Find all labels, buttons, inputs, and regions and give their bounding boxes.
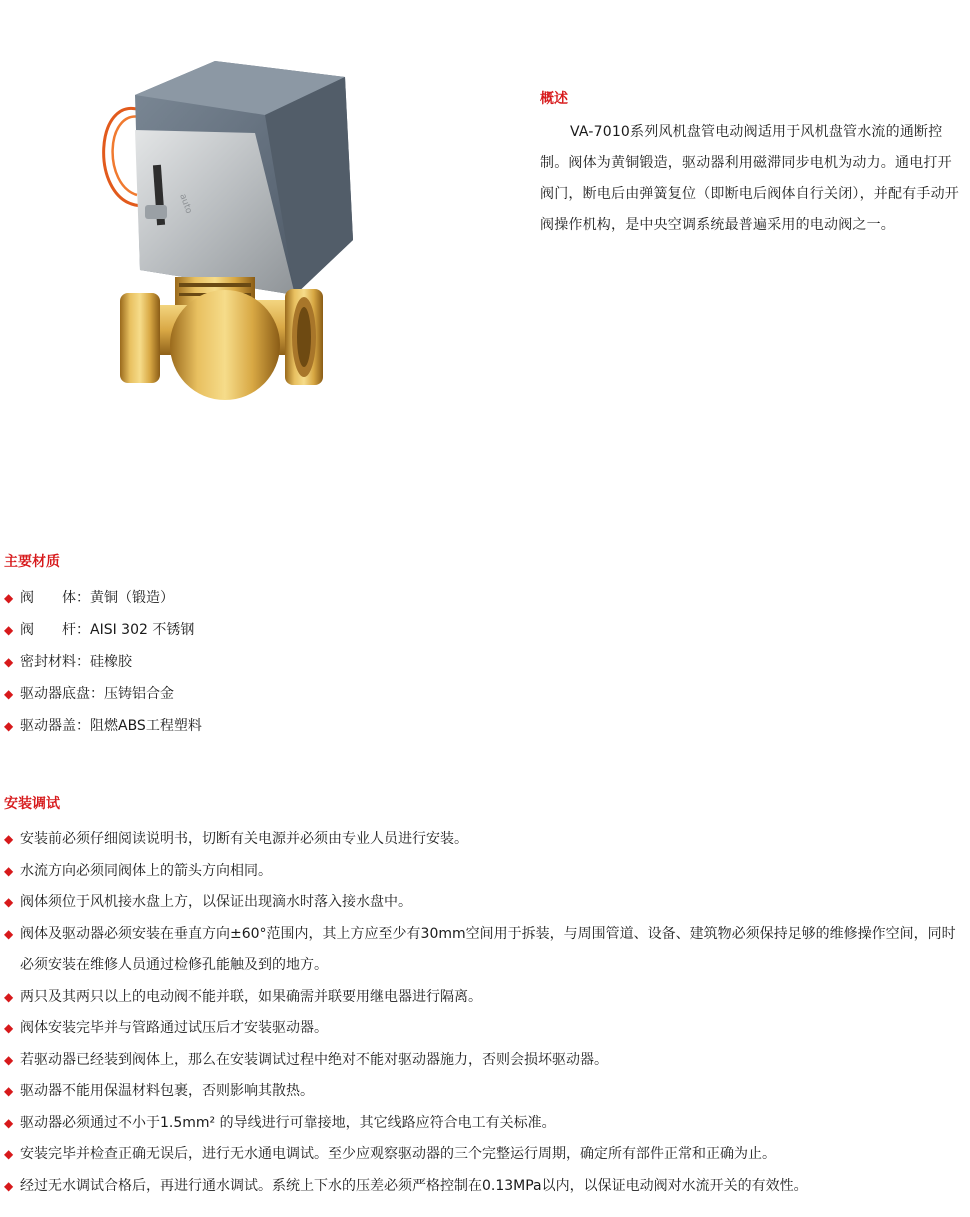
materials-section <box>4 551 604 742</box>
material-text: 驱动器盖：阻燃ABS工程塑料 <box>20 718 202 734</box>
list-item <box>4 582 604 614</box>
red-diamond-icon: ◆ <box>4 687 14 701</box>
install-text: 驱动器必须通过不小于1.5mm² 的导线进行可靠接地，其它线路应符合电工有关标准。 <box>20 1114 556 1131</box>
list-item <box>4 614 604 646</box>
red-diamond-icon: ◆ <box>4 832 14 846</box>
install-text: 阀体须位于风机接水盘上方，以保证出现滴水时落入接水盘中。 <box>20 894 412 910</box>
material-text: 驱动器底盘：压铸铝合金 <box>20 686 174 702</box>
material-text: 阀 杆：AISI 302 不锈钢 <box>20 622 195 638</box>
red-diamond-icon: ◆ <box>4 591 14 605</box>
materials-list <box>4 582 604 742</box>
overview-section <box>540 88 960 241</box>
red-diamond-icon: ◆ <box>4 895 14 909</box>
overview-text: VA-7010系列风机盘管电动阀适用于风机盘管水流的通断控制。阀体为黄铜锻造，驱动器利用磁滞同步电机为动力。通电打开阀门，断电后由弹簧复位（即断电后阀体自行关闭），并配有手动开阀操作机构，是中央空调系统最普遍采用的电动阀之一。 <box>540 124 959 233</box>
svg-text:auto: auto <box>177 192 194 216</box>
list-item <box>4 856 964 888</box>
red-diamond-icon: ◆ <box>4 1052 14 1067</box>
list-item <box>4 1139 964 1171</box>
list-item <box>4 1045 964 1077</box>
valve-actuator-illustration <box>95 55 380 415</box>
install-section <box>4 793 964 1202</box>
list-item <box>4 678 604 710</box>
overview-title: 概述 <box>540 91 568 107</box>
product-image <box>95 55 380 415</box>
install-list <box>4 824 964 1202</box>
red-diamond-icon: ◆ <box>4 719 14 733</box>
red-diamond-icon: ◆ <box>4 1084 14 1098</box>
install-text: 安装完毕并检查正确无误后，进行无水通电调试。至少应观察驱动器的三个完整运行周期，确定所有部件正常和正确为止。 <box>20 1146 776 1162</box>
red-diamond-icon: ◆ <box>4 655 14 669</box>
list-item <box>4 1013 964 1045</box>
install-title: 安装调试 <box>4 796 60 812</box>
material-text: 密封材料：硅橡胶 <box>20 654 132 670</box>
list-item <box>4 710 604 742</box>
install-text: 水流方向必须同阀体上的箭头方向相同。 <box>20 862 272 879</box>
install-text: 驱动器不能用保温材料包裹，否则影响其散热。 <box>20 1083 314 1099</box>
red-diamond-icon: ◆ <box>4 1115 14 1130</box>
install-text: 经过无水调试合格后，再进行通水调试。系统上下水的压差必须严格控制在0.13MPa以内，以保证电动阀对水流开关的有效性。 <box>20 1177 808 1194</box>
list-item <box>4 1076 964 1108</box>
install-text: 两只及其两只以上的电动阀不能并联，如果确需并联要用继电器进行隔离。 <box>20 988 482 1005</box>
red-diamond-icon: ◆ <box>4 1021 14 1035</box>
red-diamond-icon: ◆ <box>4 1147 14 1161</box>
red-diamond-icon: ◆ <box>4 623 14 637</box>
materials-title: 主要材质 <box>4 554 60 570</box>
list-item <box>4 919 964 982</box>
red-diamond-icon: ◆ <box>4 926 14 941</box>
install-text: 若驱动器已经装到阀体上，那么在安装调试过程中绝对不能对驱动器施力，否则会损坏驱动器。 <box>20 1051 608 1068</box>
list-item <box>4 824 964 856</box>
list-item <box>4 982 964 1014</box>
red-diamond-icon: ◆ <box>4 863 14 878</box>
red-diamond-icon: ◆ <box>4 989 14 1004</box>
red-diamond-icon: ◆ <box>4 1178 14 1193</box>
material-text: 阀 体：黄铜（锻造） <box>20 590 174 606</box>
list-item <box>4 887 964 919</box>
install-text: 阀体安装完毕并与管路通过试压后才安装驱动器。 <box>20 1020 328 1036</box>
install-text: 安装前必须仔细阅读说明书，切断有关电源并必须由专业人员进行安装。 <box>20 831 468 847</box>
list-item <box>4 646 604 678</box>
list-item <box>4 1171 964 1203</box>
list-item <box>4 1108 964 1140</box>
install-text: 阀体及驱动器必须安装在垂直方向±60°范围内，其上方应至少有30mm空间用于拆装，与周围管道、设备、建筑物必须保持足够的维修操作空间，同时必须安装在维修人员通过检修孔能触及到的地方。 <box>20 925 956 973</box>
